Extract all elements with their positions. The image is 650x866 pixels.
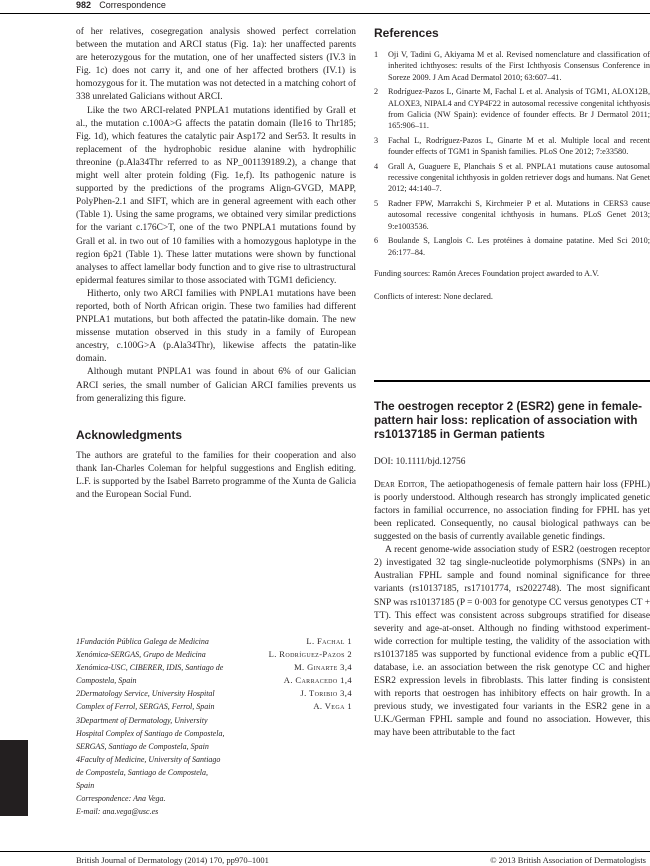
references-heading: References bbox=[374, 26, 439, 40]
author-name: L. Fachal 1 bbox=[306, 636, 352, 646]
new-article bbox=[374, 400, 650, 741]
left-paragraph-3: Hitherto, only two ARCI families with PNPLA1 mutations have been reported, both of North African origin. These two families had different PNPLA1 mutations, but both affected the patatin-like domain. The new missense mutation observed in this study in a family of European ancestry, c.100G>A (p.Ala34Thr), likewise affects the patatin-like domain. bbox=[76, 288, 356, 365]
left-paragraph-4: Although mutant PNPLA1 was found in about 6% of our Galician ARCI series, the small number of Galician ARCI families prevents us from generalizing this figure. bbox=[76, 367, 356, 404]
funding-sources: Funding sources: Ramón Areces Foundation project awarded to A.V. bbox=[374, 268, 599, 278]
affiliation-line: 1Fundación Pública Galega de Medicina bbox=[76, 637, 209, 646]
article-paragraph-2: A recent genome-wide association study of ESR2 (oestrogen receptor 2) investigated 32 tag single-nucleotide polymorphisms (SNPs) in an Australian FPHL sample and found nominal significance for three variants (rs10137185, rs17101774, rs2022748). The most significant SNP was rs10137185 (P = 0·003 for genotype CC versus genotypes CT + TT). This effect was consistent across subgroups stratified for disease severity and age-at-onset. Although no finding withstood experiment-wide correction for multiple testing, the validity of the association with rs10137185 was supported by functional evidence from a public eQTL database, i.e. an association between the risk genotype CC and higher ESR2 expression levels in fibroblasts. This latter finding is consistent with reports that oestrogen has inhibitory effects on hair growth. In a previous study, we investigated four variants in the ESR2 gene in a U.K./German FPHL sample and found no association. However, this may have been attributable to the fact bbox=[374, 545, 650, 739]
affiliation-line: de Compostela, Santiago de Compostela, bbox=[76, 767, 208, 777]
reference-item: 1 Oji V, Tadini G, Akiyama M et al. Revised nomenclature and classification of inherited ichthyoses: results of the First Ichthyosis Consensus Conference in Soreze 2009. J Am Acad Dermatol 2010; 63:607–41. bbox=[374, 50, 650, 82]
affiliation-line: Complex of Ferrol, SERGAS, Ferrol, Spain bbox=[76, 702, 215, 712]
conflicts-of-interest: Conflicts of interest: None declared. bbox=[374, 291, 493, 301]
affiliation-line: Spain bbox=[76, 781, 95, 791]
affiliations bbox=[76, 635, 236, 818]
page-footer bbox=[0, 852, 650, 866]
acknowledgments-text: The authors are grateful to the families for their cooperation and also thank Ian-Charles Coleman for helpful suggestions and English editing. L.F. is supported by the Isabel Barreto programme of the Xunta de Galicia and the European Social Fund. bbox=[76, 450, 356, 500]
author-name: A. Carracedo 1,4 bbox=[283, 675, 352, 686]
author-name: A. Vega 1 bbox=[313, 701, 352, 712]
author-name: J. Toribio 3,4 bbox=[300, 688, 352, 699]
reference-item: 5 Radner FPW, Marrakchi S, Kirchmeier P et al. Mutations in CERS3 cause autosomal recessive congenital ichthyosis in humans. PLoS Genet 2013; 9:e1003536. bbox=[374, 198, 650, 231]
article-title: The oestrogen receptor 2 (ESR2) gene in female-pattern hair loss: replication of association with rs10137185 in German patients bbox=[374, 400, 643, 442]
salutation: Dear Editor, bbox=[374, 479, 428, 490]
article-doi: DOI: 10.1111/bjd.12756 bbox=[374, 456, 466, 467]
author-name: M. Ginarte 3,4 bbox=[294, 662, 352, 673]
copyright: © 2013 British Association of Dermatologists bbox=[490, 855, 646, 865]
affiliation-line: 4Faculty of Medicine, University of Santiago bbox=[76, 754, 221, 764]
affiliation-line: Compostela, Spain bbox=[76, 676, 137, 686]
left-paragraph-1: of her relatives, cosegregation analysis showed perfect correlation between the mutation and ARCI status (Fig. 1a): her unaffected parents are heterozygous for the mutation, one of her unaffected sisters (IV.3 in Fig. 1c) does not carry it, and one of her affected brothers (IV.1) is homozygous for it. The mutation was not detected in a matching cohort of 338 unrelated Galicians without ARCI. bbox=[76, 27, 356, 103]
reference-list bbox=[374, 49, 650, 258]
right-column bbox=[374, 26, 650, 302]
acknowledgments-heading: Acknowledgments bbox=[76, 427, 183, 442]
author-list bbox=[232, 635, 352, 714]
journal-citation: British Journal of Dermatology (2014) 170, pp970–1001 bbox=[76, 855, 269, 865]
affiliation-line: 2Dermatology Service, University Hospital bbox=[76, 689, 215, 699]
affiliation-line: SERGAS, Santiago de Compostela, Spain bbox=[76, 741, 209, 751]
left-column bbox=[76, 26, 356, 502]
author-name: L. Rodríguez-Pazos 2 bbox=[268, 649, 352, 660]
reference-item: 4 Grall A, Guaguere E, Planchais S et al. PNPLA1 mutations cause autosomal recessive congenital ichthyosis in golden retriever dogs and humans. Nat Genet 2012; 44:140–7. bbox=[374, 161, 650, 194]
article-divider bbox=[374, 380, 650, 382]
section-label: Correspondence bbox=[99, 0, 166, 10]
affiliation-line: 3Department of Dermatology, University bbox=[76, 715, 208, 725]
reference-item: 3 Fachal L, Rodríguez-Pazos L, Ginarte M et al. Multiple local and recent founder effects of TGM1 in Spanish families. PLoS One 2012; 7:e33580. bbox=[374, 135, 650, 157]
page-edge-tab bbox=[0, 740, 28, 816]
article-paragraph-1: Dear Editor, The aetiopathogenesis of female pattern hair loss (FPHL) is poorly understood. Although research has strongly implicated genetic factors in familial occurrence, no association finding for FPHL has yet been replicated. Consequently, no causal biological pathways can be suggested on the basis of currently available genetic findings. bbox=[374, 479, 650, 543]
left-paragraph-2: Like the two ARCI-related PNPLA1 mutations identified by Grall et al., the mutation c.100A>G affects the patatin domain (Ile16 to Thr185; Fig. 1d), which features the catalytic pair Asp172 and Ser53. It results in replacement of the hydrophobic residue alanine with hydrophilic threonine (p.Ala34Thr referred to as NP_001139189.2), a change that might well alter protein folding (Fig. 1e,f). Its pathogenic nature is supported by the predictions of the programs Align-GVGD, MAPP, PolyPhen-2.1 and SIFT, which are in general agreement with each other (Table 1). Using the same programs, we obtained very similar predictions for the variant c.176C>T, one of the two PNPLA1 mutations found by Grall et al. in two out of 10 families with a homozygous haplotype in the region 6p21 (Table 1). These latter mutations were shown by functional analyses to affect lamellar body function and to give rise to ultrastructural epidermal features similar to those associated with TGM1 deficiency. bbox=[76, 105, 356, 286]
reference-item: 6 Boulande S, Langlois C. Les protéines à domaine patatine. Med Sci 2010; 26:177–84. bbox=[374, 236, 650, 257]
header-rule bbox=[0, 13, 650, 14]
affiliation-line: Xenómica-SERGAS, Grupo de Medicina bbox=[76, 650, 206, 660]
email-line: E-mail: ana.vega@usc.es bbox=[76, 807, 159, 817]
page-number: 982 bbox=[76, 0, 92, 10]
affiliation-line: Xenómica-USC, CIBERER, IDIS, Santiago de bbox=[76, 663, 224, 673]
affiliation-line: Hospital Complex of Santiago de Compostela, bbox=[76, 728, 225, 738]
running-header bbox=[76, 0, 166, 11]
reference-item: 2 Rodríguez-Pazos L, Ginarte M, Fachal L et al. Analysis of TGM1, ALOX12B, ALOXE3, NIPAL4 and CYP4F22 in autosomal recessive congenital ichthyosis from Galicia (NW Spain): evidence of founder effects. Br J Dermatol 2011; 165:906–11. bbox=[374, 87, 650, 131]
correspondence-line: Correspondence: Ana Vega. bbox=[76, 794, 166, 804]
